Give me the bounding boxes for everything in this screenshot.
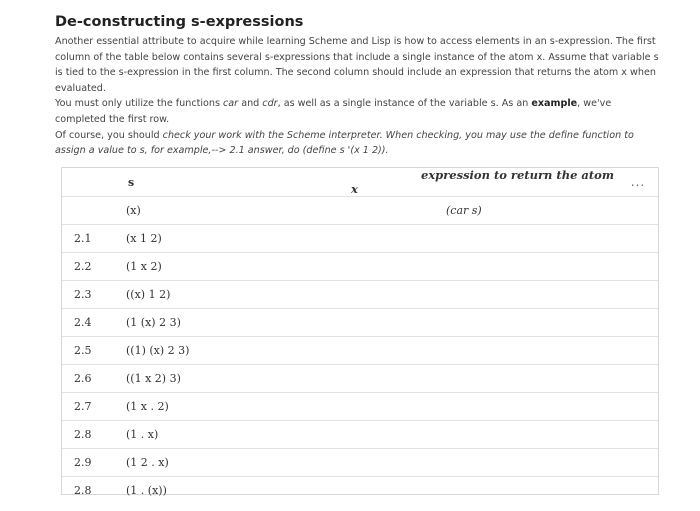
table-row bbox=[62, 449, 658, 477]
and-text: and bbox=[238, 98, 263, 110]
s-expression-cell: ((1 x 2) 3) bbox=[126, 365, 351, 393]
more-options-icon[interactable]: ... bbox=[630, 175, 646, 189]
row-spacer-cell bbox=[618, 337, 658, 365]
instructions-line2a: You must only utilize the functions bbox=[55, 98, 224, 110]
row-number: 2.3 bbox=[62, 281, 126, 309]
answer-cell[interactable] bbox=[351, 477, 618, 505]
row-spacer-cell bbox=[618, 477, 658, 505]
s-expression-cell: (1 x 2) bbox=[126, 253, 351, 281]
row-number: 2.8 bbox=[62, 421, 126, 449]
header-expression: expression to return the atom x bbox=[351, 168, 614, 196]
answer-cell[interactable] bbox=[351, 253, 618, 281]
row-spacer-cell bbox=[618, 393, 658, 421]
row-number: 2.8 bbox=[74, 484, 92, 497]
s-expression-cell: (1 2 . x) bbox=[126, 449, 351, 477]
header-num-cell bbox=[62, 168, 126, 197]
answer-table bbox=[61, 167, 659, 495]
s-expression-cell: (1 x . 2) bbox=[126, 393, 351, 421]
car-term: car bbox=[223, 98, 239, 110]
cdr-term: cdr bbox=[262, 98, 278, 110]
row-number: 2.4 bbox=[62, 309, 126, 337]
header-expr-cell bbox=[351, 168, 618, 197]
example-expr: (car s) bbox=[446, 204, 482, 217]
row-number: 2.7 bbox=[62, 393, 126, 421]
example-expr-cell bbox=[351, 197, 618, 225]
question-content bbox=[55, 14, 665, 159]
row-number: 2.2 bbox=[62, 253, 126, 281]
instructions-line3b: . When checking, you may use the define function to assign a value to s, for example,--> 2.1 answer, do (define s '(x 1 2)). bbox=[55, 129, 634, 157]
answer-cell[interactable] bbox=[351, 309, 618, 337]
s-expression-cell: ((x) 1 2) bbox=[126, 281, 351, 309]
row-number: 2.6 bbox=[62, 365, 126, 393]
answer-cell[interactable] bbox=[351, 449, 618, 477]
table-row bbox=[62, 281, 658, 309]
answer-cell[interactable] bbox=[351, 225, 618, 253]
answer-cell[interactable] bbox=[351, 365, 618, 393]
row-spacer-cell bbox=[618, 449, 658, 477]
header-more-cell bbox=[618, 168, 658, 197]
row-number: 2.5 bbox=[62, 337, 126, 365]
instructions bbox=[55, 34, 665, 159]
table-row bbox=[62, 253, 658, 281]
s-expression-cell: (1 . x) bbox=[126, 421, 351, 449]
instructions-line2b: , as well as a single instance of the variable s. As an bbox=[277, 98, 532, 110]
page-title: De-constructing s-expressions bbox=[55, 14, 304, 30]
s-expression-cell: (1 (x) 2 3) bbox=[126, 309, 351, 337]
answer-cell[interactable] bbox=[351, 421, 618, 449]
table-row bbox=[62, 365, 658, 393]
instructions-line3a: Of course, you should bbox=[55, 129, 163, 141]
example-num-cell bbox=[62, 197, 126, 225]
instructions-line1: Another essential attribute to acquire while learning Scheme and Lisp is how to access elements in an s-expression. The first column of the table below contains several s-expressions that include a single instance of the atom x. Assume that variable s is tied to the s-expression in the first column. The second column should include an expression that returns the atom x when evaluated. bbox=[55, 36, 659, 94]
header-s: s bbox=[128, 175, 135, 189]
s-expression-cell: (x 1 2) bbox=[126, 225, 351, 253]
example-more-cell bbox=[618, 197, 658, 225]
row-spacer-cell bbox=[618, 253, 658, 281]
row-spacer-cell bbox=[618, 365, 658, 393]
row-spacer-cell bbox=[618, 281, 658, 309]
header-s-cell bbox=[126, 168, 351, 197]
row-spacer-cell bbox=[618, 421, 658, 449]
s-expression-cell: (1 . (x)) bbox=[126, 484, 167, 497]
table-header-row bbox=[62, 168, 658, 197]
check-work-text: check your work with the Scheme interpreter bbox=[162, 129, 380, 141]
s-expression-cell: ((1) (x) 2 3) bbox=[126, 337, 351, 365]
row-number: 2.9 bbox=[62, 449, 126, 477]
table-row bbox=[62, 337, 658, 365]
example-row bbox=[62, 197, 658, 225]
table-row bbox=[62, 477, 658, 505]
answer-cell[interactable] bbox=[351, 337, 618, 365]
row-spacer-cell bbox=[618, 225, 658, 253]
answer-cell[interactable] bbox=[351, 281, 618, 309]
instructions-line2c: , we've completed the first row. bbox=[55, 98, 612, 125]
table-row bbox=[62, 393, 658, 421]
table-row bbox=[62, 421, 658, 449]
table-row bbox=[62, 309, 658, 337]
row-number: 2.1 bbox=[62, 225, 126, 253]
answer-cell[interactable] bbox=[351, 393, 618, 421]
table-row bbox=[62, 225, 658, 253]
example-s-cell: (x) bbox=[126, 197, 351, 225]
row-spacer-cell bbox=[618, 309, 658, 337]
example-term: example bbox=[531, 98, 578, 110]
